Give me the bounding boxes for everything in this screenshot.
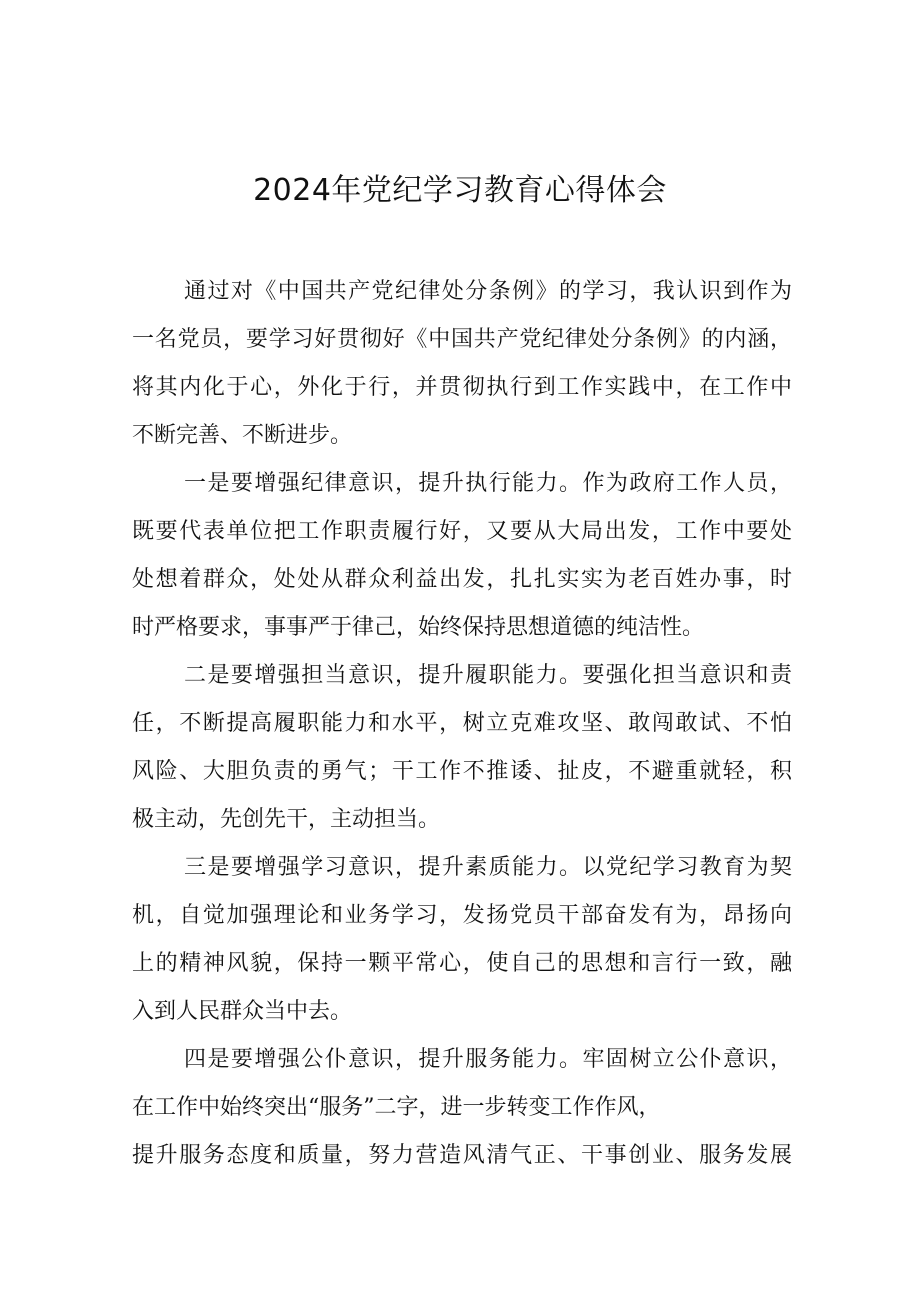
text-line: 任，不断提高履职能力和水平，树立克难攻坚、敢闯敢试、不怕 <box>132 711 792 736</box>
text-line: 将其内化于心，外化于行，并贯彻执行到工作实践中，在工作中 <box>132 375 792 400</box>
text-line: 机，自觉加强理论和业务学习，发扬党员干部奋发有为，昂扬向 <box>132 903 792 928</box>
document-title: 2024年党纪学习教育心得体会 <box>253 173 667 208</box>
text-line: 四是要增强公仆意识，提升服务能力。牢固树立公仆意识， <box>184 1047 792 1072</box>
document-body <box>132 268 792 1180</box>
text-line: 一是要增强纪律意识，提升执行能力。作为政府工作人员， <box>184 471 792 496</box>
text-line: 提升服务态度和质量，努力营造风清气正、干事创业、服务发展 <box>132 1143 792 1168</box>
text-line: 极主动，先创先干，主动担当。 <box>132 807 441 832</box>
text-line: 通过对《中国共产党纪律处分条例》的学习，我认识到作为 <box>184 279 792 304</box>
paragraph-service <box>132 1036 792 1180</box>
text-line: 处想着群众，处处从群众利益出发，扎扎实实为老百姓办事，时 <box>132 567 792 592</box>
paragraph-intro <box>132 268 792 460</box>
text-line: 不断完善、不断进步。 <box>132 423 353 448</box>
text-line: 既要代表单位把工作职责履行好，又要从大局出发，工作中要处 <box>132 519 792 544</box>
paragraph-learning <box>132 844 792 1036</box>
text-line: 上的精神风貌，保持一颗平常心，使自己的思想和言行一致，融 <box>132 951 792 976</box>
text-line: 时严格要求，事事严于律己，始终保持思想道德的纯洁性。 <box>132 615 705 640</box>
text-line: 三是要增强学习意识，提升素质能力。以党纪学习教育为契 <box>184 855 792 880</box>
text-line: 风险、大胆负责的勇气；干工作不推诿、扯皮，不避重就轻，积 <box>132 759 792 784</box>
paragraph-discipline <box>132 460 792 652</box>
text-line: 二是要增强担当意识，提升履职能力。要强化担当意识和责 <box>184 663 792 688</box>
text-line: 一名党员，要学习好贯彻好《中国共产党纪律处分条例》的内涵， <box>132 327 792 352</box>
text-line: 入到人民群众当中去。 <box>132 999 353 1024</box>
paragraph-responsibility <box>132 652 792 844</box>
text-line: 在工作中始终突出“服务”二字，进一步转变工作作风， <box>132 1095 661 1120</box>
